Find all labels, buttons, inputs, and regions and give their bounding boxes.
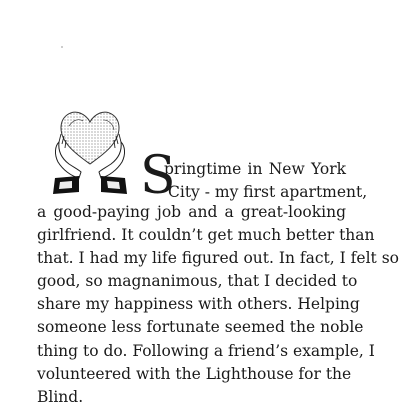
story-line: a good-paying job and a great-looking bbox=[37, 203, 346, 221]
story-line: volunteered with the Lighthouse for the bbox=[37, 364, 352, 383]
drop-cap: S bbox=[140, 146, 176, 206]
story-line: good, so magnanimous, that I decided to bbox=[37, 272, 358, 291]
story-line: someone less fortunate seemed the noble bbox=[37, 318, 364, 337]
story-line-2: City - my first apartment, bbox=[168, 183, 368, 201]
story-line: girlfriend. It couldn’t get much better than bbox=[37, 226, 375, 245]
story-line: Blind. bbox=[37, 387, 84, 406]
story-line-1: pringtime in New York bbox=[164, 160, 346, 178]
hands-holding-heart-icon bbox=[49, 104, 131, 196]
story-line: share my happiness with others. Helping bbox=[37, 295, 360, 314]
story-line: that. I had my life figured out. In fact, I felt so bbox=[37, 249, 399, 268]
story-line: thing to do. Following a friend’s example, I bbox=[37, 341, 375, 360]
paper-speck bbox=[61, 46, 63, 48]
story-body bbox=[37, 201, 399, 409]
